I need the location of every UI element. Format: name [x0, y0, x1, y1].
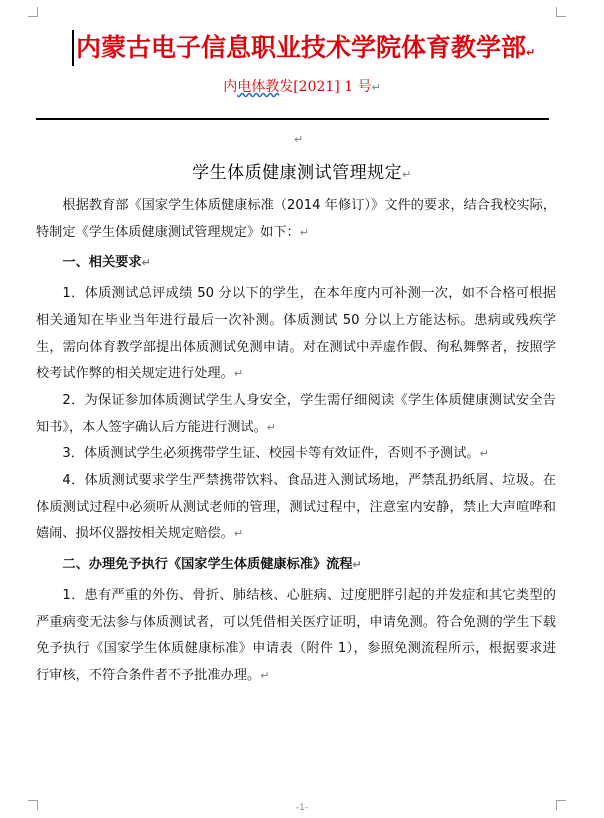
paragraph-mark-icon: ↵: [266, 420, 276, 434]
body-paragraph[interactable]: [36, 583, 556, 690]
section-heading[interactable]: [36, 552, 556, 579]
header-rule: [36, 118, 549, 120]
paragraph-mark-icon: ↵: [141, 256, 151, 270]
paragraph-mark-icon: ↵: [260, 668, 270, 682]
body-paragraph[interactable]: [36, 193, 556, 246]
doc-number-underlined[interactable]: 电体教: [237, 79, 280, 95]
body-paragraph[interactable]: [36, 388, 556, 441]
paragraph-mark-icon: ↵: [352, 558, 362, 572]
paragraph-mark-icon: ↵: [371, 81, 381, 94]
body-paragraph[interactable]: [36, 441, 556, 468]
paragraph-text[interactable]: 3．体质测试学生必须携带学生证、校园卡等有效证件，否则不予测试。: [62, 446, 480, 462]
paragraph-mark-icon: ↵: [294, 133, 304, 146]
paragraph-mark-icon: ↵: [233, 367, 244, 381]
paragraph-text[interactable]: 1．体质测试总评成绩 50 分以下的学生，在本年度内可补测一次，如不合格可根据相关通知在毕业当年进行最后一次补测。体质测试 50 分以上方能达标。患病或残疾学生，需向体育教学部提出体质测试免测申请。对在测试中弄虚作假、徇私舞弊者，按照学校考试作弊的相关规定进行处理。: [36, 286, 556, 382]
doc-number-prefix[interactable]: 内: [223, 79, 238, 95]
paragraph-mark-icon: ↵: [402, 168, 412, 181]
document-header[interactable]: [76, 28, 546, 68]
document-number[interactable]: [0, 76, 604, 96]
doc-number-rest[interactable]: 发[2021] 1 号: [279, 79, 372, 95]
paragraph-text[interactable]: 2．为保证参加体质测试学生人身安全，学生需仔细阅读《学生体质健康测试安全告知书》，本人签字确认后方能进行测试。: [36, 392, 556, 435]
paragraph-text[interactable]: 1．患有严重的外伤、骨折、肺结核、心脏病、过度肥胖引起的并发症和其它类型的严重病变无法参与体质测试者，可以凭借相关医疗证明，申请免测。符合免测的学生下载免予执行《国家学生体质健康标准》申请表（附件 1），参照免测流程所示，根据要求进行审核，不符合条件者不予批准办理。: [36, 587, 556, 683]
paragraph-text[interactable]: 4．体质测试要求学生严禁携带饮料、食品进入测试场地，严禁乱扔纸屑、垃圾。在体质测试过程中必须听从测试老师的管理，测试过程中，注意室内安静，禁止大声喧哗和嬉闹、损坏仪器按相关规定赔偿。: [36, 473, 556, 542]
section-heading[interactable]: [36, 250, 556, 277]
paragraph-mark-icon: ↵: [526, 46, 536, 59]
section-heading-text[interactable]: 一、相关要求: [62, 255, 142, 271]
text-cursor: [72, 30, 74, 66]
paragraph-mark-icon: ↵: [479, 447, 489, 461]
header-title-text[interactable]: 内蒙古电子信息职业技术学院体育教学部: [76, 33, 527, 62]
document-body[interactable]: [36, 193, 556, 690]
body-paragraph[interactable]: [36, 468, 556, 548]
document-title[interactable]: [0, 158, 604, 183]
page-number: -1-: [295, 803, 309, 813]
section-heading-text[interactable]: 二、办理免予执行《国家学生体质健康标准》流程: [62, 557, 353, 573]
document-title-text[interactable]: 学生体质健康测试管理规定: [192, 163, 403, 183]
margin-corner-top-right: [556, 7, 566, 17]
paragraph-mark-icon: ↵: [299, 225, 309, 239]
margin-corner-top-left: [28, 7, 38, 17]
paragraph-text[interactable]: 根据教育部《国家学生体质健康标准（2014 年修订）》文件的要求，结合我校实际，特制定《学生体质健康测试管理规定》如下：: [36, 198, 556, 240]
body-paragraph[interactable]: [36, 281, 556, 388]
paragraph-mark-icon: ↵: [233, 527, 244, 541]
